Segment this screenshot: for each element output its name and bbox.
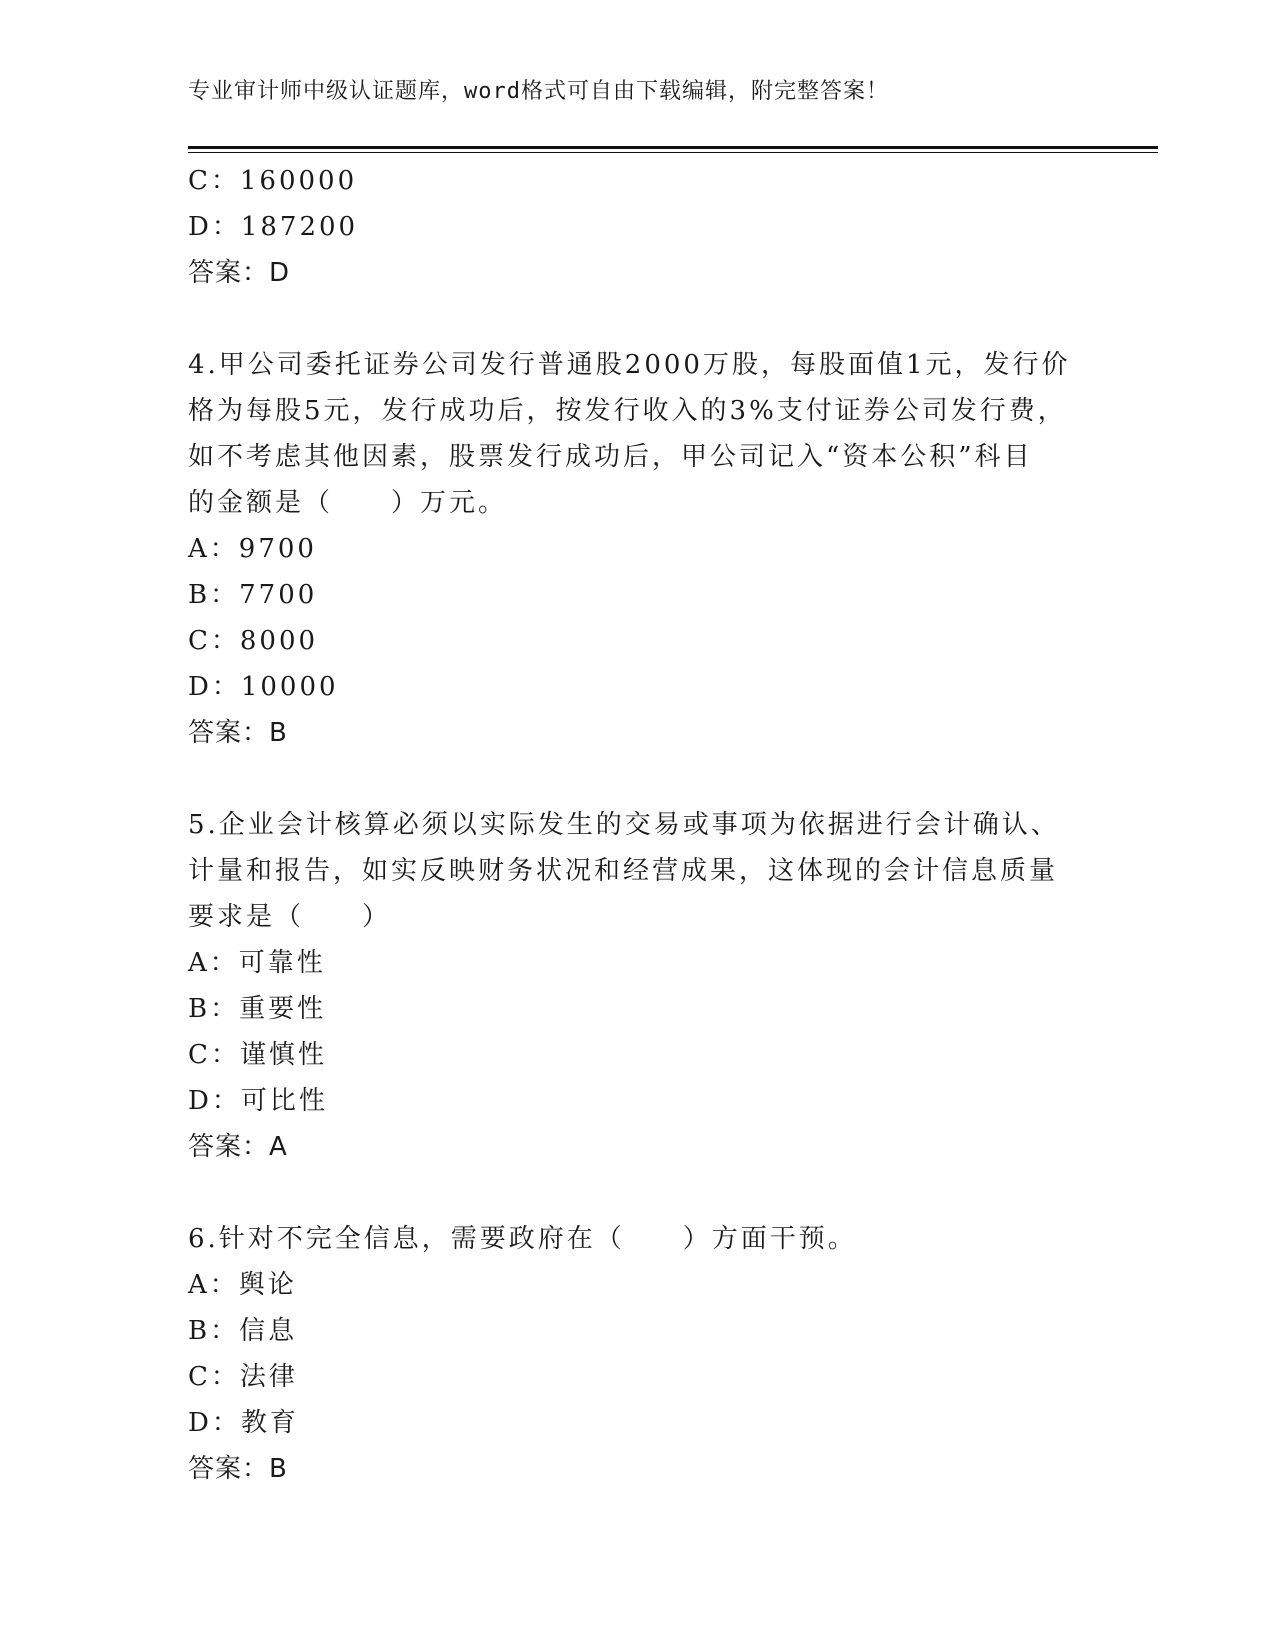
- option-b: B：7700: [188, 580, 318, 610]
- option-b: B：重要性: [188, 994, 327, 1024]
- question-text-line: 要求是（ ）: [188, 902, 392, 932]
- question-5-block: [188, 802, 1078, 1170]
- question-4-block: [188, 342, 1078, 756]
- option-a: A：舆论: [188, 1270, 297, 1300]
- answer-line: 答案：B: [188, 1454, 288, 1484]
- question-content: [188, 158, 1078, 1492]
- question-text-line: 的金额是（ ）万元。: [188, 488, 508, 518]
- header-rule-thick: [188, 146, 1158, 149]
- answer-line: 答案：B: [188, 718, 288, 748]
- option-c: C：160000: [188, 166, 358, 196]
- option-a: A：可靠性: [188, 948, 326, 978]
- option-d: D：可比性: [188, 1086, 328, 1116]
- answer-line: 答案：A: [188, 1132, 288, 1162]
- option-b: B：信息: [188, 1316, 298, 1346]
- option-c: C：谨慎性: [188, 1040, 327, 1070]
- question-text-line: 格为每股5元，发行成功后，按发行收入的3%支付证券公司发行费，: [188, 396, 1067, 426]
- option-d: D：187200: [188, 212, 359, 242]
- option-c: C：法律: [188, 1362, 298, 1392]
- question-text-line: 计量和报告，如实反映财务状况和经营成果，这体现的会计信息质量: [188, 856, 1059, 886]
- question-text-line: 5.企业会计核算必须以实际发生的交易或事项为依据进行会计确认、: [188, 810, 1060, 840]
- page-header: 专业审计师中级认证题库，word格式可自由下载编辑，附完整答案！: [188, 79, 889, 104]
- header-rule-thin: [188, 152, 1158, 153]
- question-text-line: 如不考虑其他因素，股票发行成功后，甲公司记入“资本公积”科目: [188, 442, 1033, 472]
- question-text-line: 4.甲公司委托证券公司发行普通股2000万股，每股面值1元，发行价: [188, 350, 1071, 380]
- option-a: A：9700: [188, 534, 317, 564]
- prev-question-block: [188, 158, 1078, 296]
- answer-line: 答案：D: [188, 258, 291, 288]
- question-6-block: [188, 1216, 1078, 1492]
- question-text-line: 6.针对不完全信息，需要政府在（ ）方面干预。: [188, 1224, 857, 1254]
- option-d: D：教育: [188, 1408, 299, 1438]
- option-d: D：10000: [188, 672, 339, 702]
- option-c: C：8000: [188, 626, 319, 656]
